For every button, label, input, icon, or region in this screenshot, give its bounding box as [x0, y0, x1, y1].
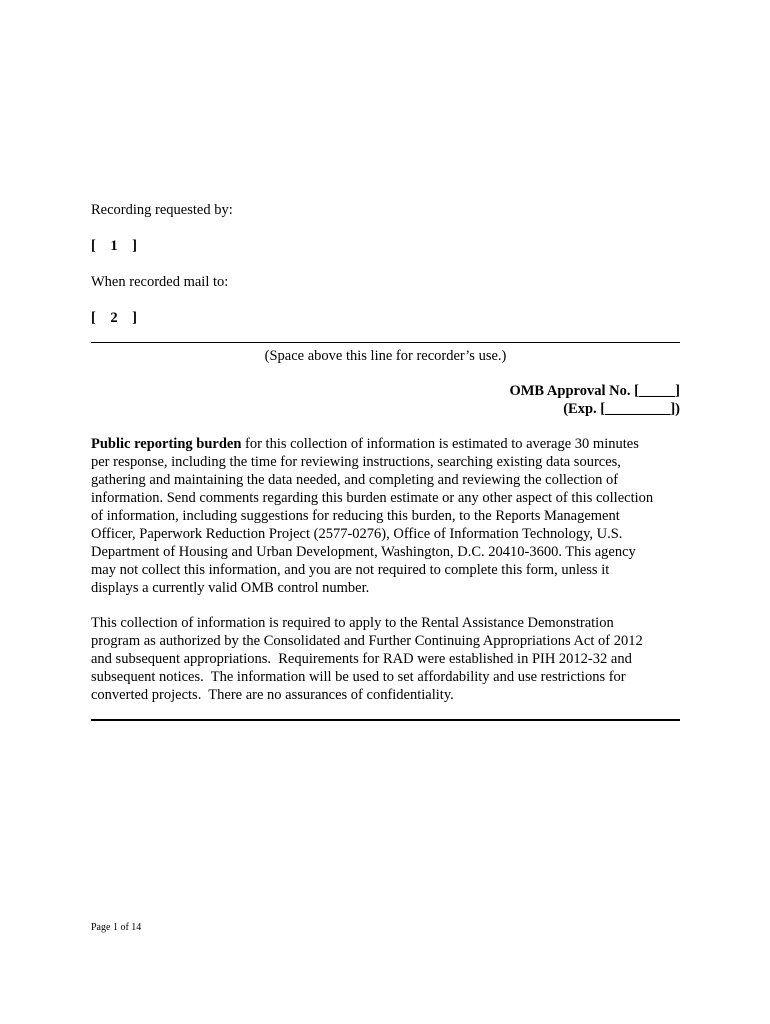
- page-number: Page 1 of 14: [91, 922, 142, 933]
- burden-line: may not collect this information, and you are not required to complete this form, unless it: [91, 562, 610, 578]
- omb-approval-number: OMB Approval No. [_____]: [509, 383, 680, 399]
- recording-requested-by-label: Recording requested by:: [91, 202, 233, 218]
- burden-line: information. Send comments regarding this burden estimate or any other aspect of this collection: [91, 490, 654, 506]
- collection-line: program as authorized by the Consolidated and Further Continuing Appropriations Act of 2012: [91, 633, 643, 649]
- burden-line: Department of Housing and Urban Development, Washington, D.C. 20410-3600. This agency: [91, 544, 636, 560]
- collection-line: and subsequent appropriations. Requirements for RAD were established in PIH 2012-32 and: [91, 651, 632, 667]
- recorder-space-note: (Space above this line for recorder’s use.): [264, 348, 507, 364]
- burden-line: Officer, Paperwork Reduction Project (2577-0276), Office of Information Technology, U.S.: [91, 526, 623, 542]
- burden-first-line-rest: for this collection of information is estimated to average 30 minutes: [241, 436, 639, 452]
- burden-line: gathering and maintaining the data needed, and completing and reviewing the collection of: [91, 472, 619, 488]
- omb-expiration: (Exp. [_________]): [563, 401, 680, 417]
- collection-line: converted projects. There are no assurances of confidentiality.: [91, 687, 454, 703]
- field-2-placeholder: [ 2 ]: [91, 310, 137, 326]
- burden-first-line: [91, 435, 691, 453]
- burden-paragraph: [91, 435, 691, 597]
- collection-paragraph: [91, 614, 691, 704]
- collection-line: This collection of information is required to apply to the Rental Assistance Demonstration: [91, 615, 614, 631]
- burden-bold-lead: Public reporting burden: [91, 436, 242, 452]
- field-1-placeholder: [ 1 ]: [91, 238, 137, 254]
- burden-line: of information, including suggestions for reducing this burden, to the Reports Management: [91, 508, 620, 524]
- section-divider-line: [91, 719, 680, 721]
- burden-line: displays a currently valid OMB control number.: [91, 580, 370, 596]
- recorder-divider-line: [91, 342, 680, 343]
- when-recorded-mail-to-label: When recorded mail to:: [91, 274, 229, 290]
- burden-line: per response, including the time for reviewing instructions, searching existing data sources,: [91, 454, 621, 470]
- collection-line: subsequent notices. The information will be used to set affordability and use restrictions for: [91, 669, 626, 685]
